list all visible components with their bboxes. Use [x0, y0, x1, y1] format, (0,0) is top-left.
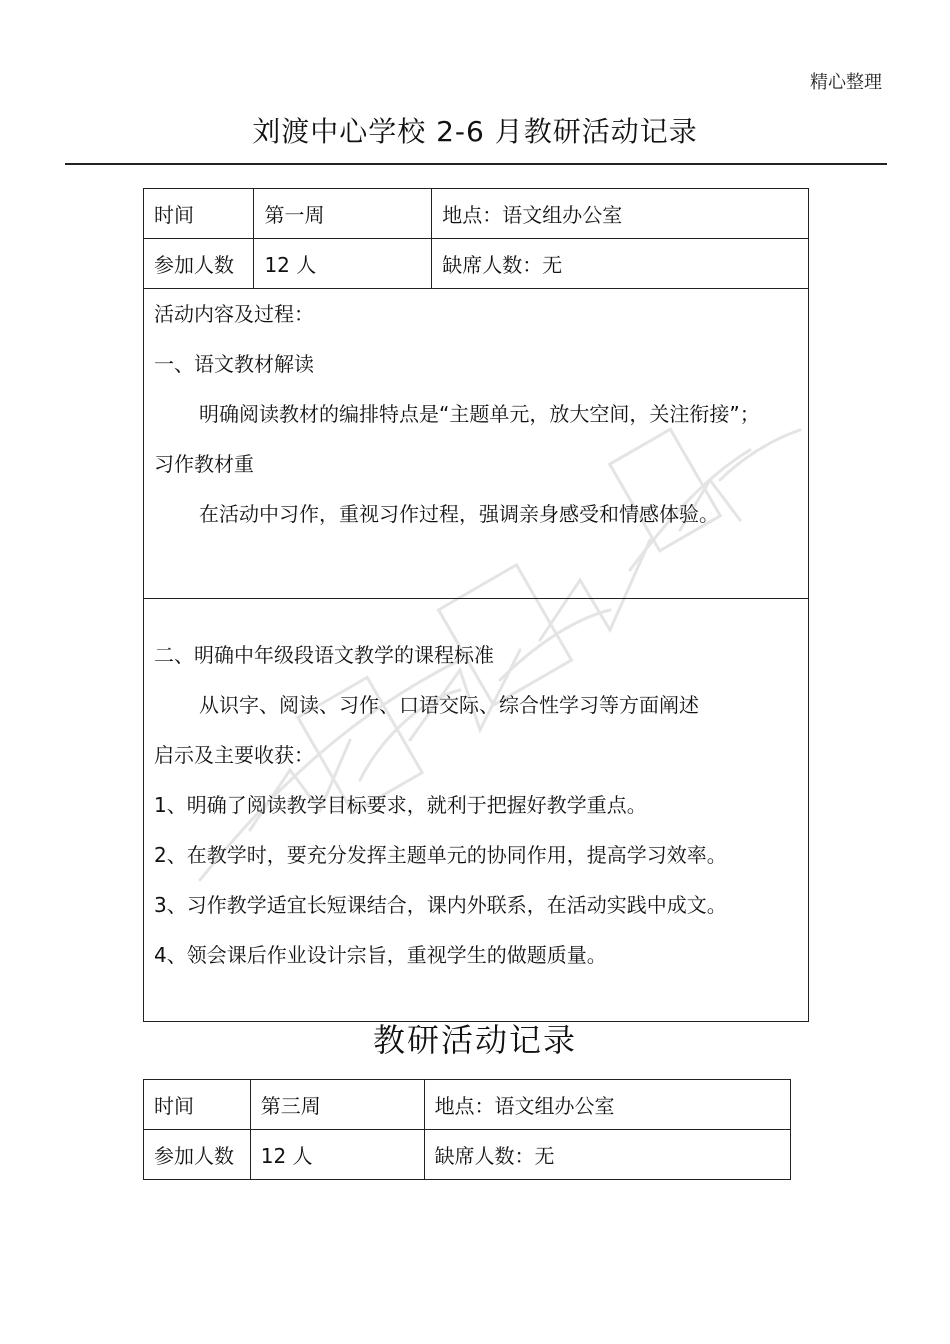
- time-value: 第一周: [254, 189, 432, 239]
- participants-label: 参加人数: [144, 1130, 251, 1180]
- time-label: 时间: [144, 1080, 251, 1130]
- content-line: 2、在教学时，要充分发挥主题单元的协同作用，提高学习效率。: [154, 843, 727, 867]
- participants-value: 12 人: [250, 1130, 424, 1180]
- content-line: 一、语文教材解读: [154, 352, 314, 376]
- content-line: 活动内容及过程：: [154, 302, 314, 326]
- content-line: 习作教材重: [154, 452, 254, 476]
- location: 地点：语文组办公室: [432, 189, 809, 239]
- content-line: 启示及主要收获：: [154, 743, 314, 767]
- content-line: 在活动中习作，重视习作过程，强调亲身感受和情感体验。: [199, 502, 719, 526]
- header-note: 精心整理: [810, 72, 882, 93]
- absentees: 缺席人数：无: [432, 239, 809, 289]
- content-line: 4、领会课后作业设计宗旨，重视学生的做题质量。: [154, 943, 607, 967]
- content-line: 从识字、阅读、习作、口语交际、综合性学习等方面阐述: [199, 693, 699, 717]
- participants-label: 参加人数: [144, 239, 254, 289]
- participants-value: 12 人: [254, 239, 432, 289]
- content-cell-part2: [144, 599, 809, 1022]
- content-line: 二、明确中年级段语文教学的课程标准: [154, 643, 494, 667]
- absentees: 缺席人数：无: [424, 1130, 790, 1180]
- content-line: 3、习作教学适宜长短课结合，课内外联系，在活动实践中成文。: [154, 893, 727, 917]
- title-underline: [65, 163, 887, 165]
- activity-record-table-week1: [143, 188, 809, 1022]
- document-title: 刘渡中心学校 2-6 月教研活动记录: [252, 115, 698, 148]
- section-title: 教研活动记录: [372, 1021, 577, 1059]
- content-line: 1、明确了阅读教学目标要求，就利于把握好教学重点。: [154, 793, 647, 817]
- content-cell-part1: [144, 289, 809, 599]
- time-value: 第三周: [250, 1080, 424, 1130]
- activity-record-table-week3: [143, 1079, 791, 1180]
- time-label: 时间: [144, 189, 254, 239]
- content-line: 明确阅读教材的编排特点是“主题单元，放大空间，关注衔接”；: [199, 402, 760, 426]
- location: 地点：语文组办公室: [424, 1080, 790, 1130]
